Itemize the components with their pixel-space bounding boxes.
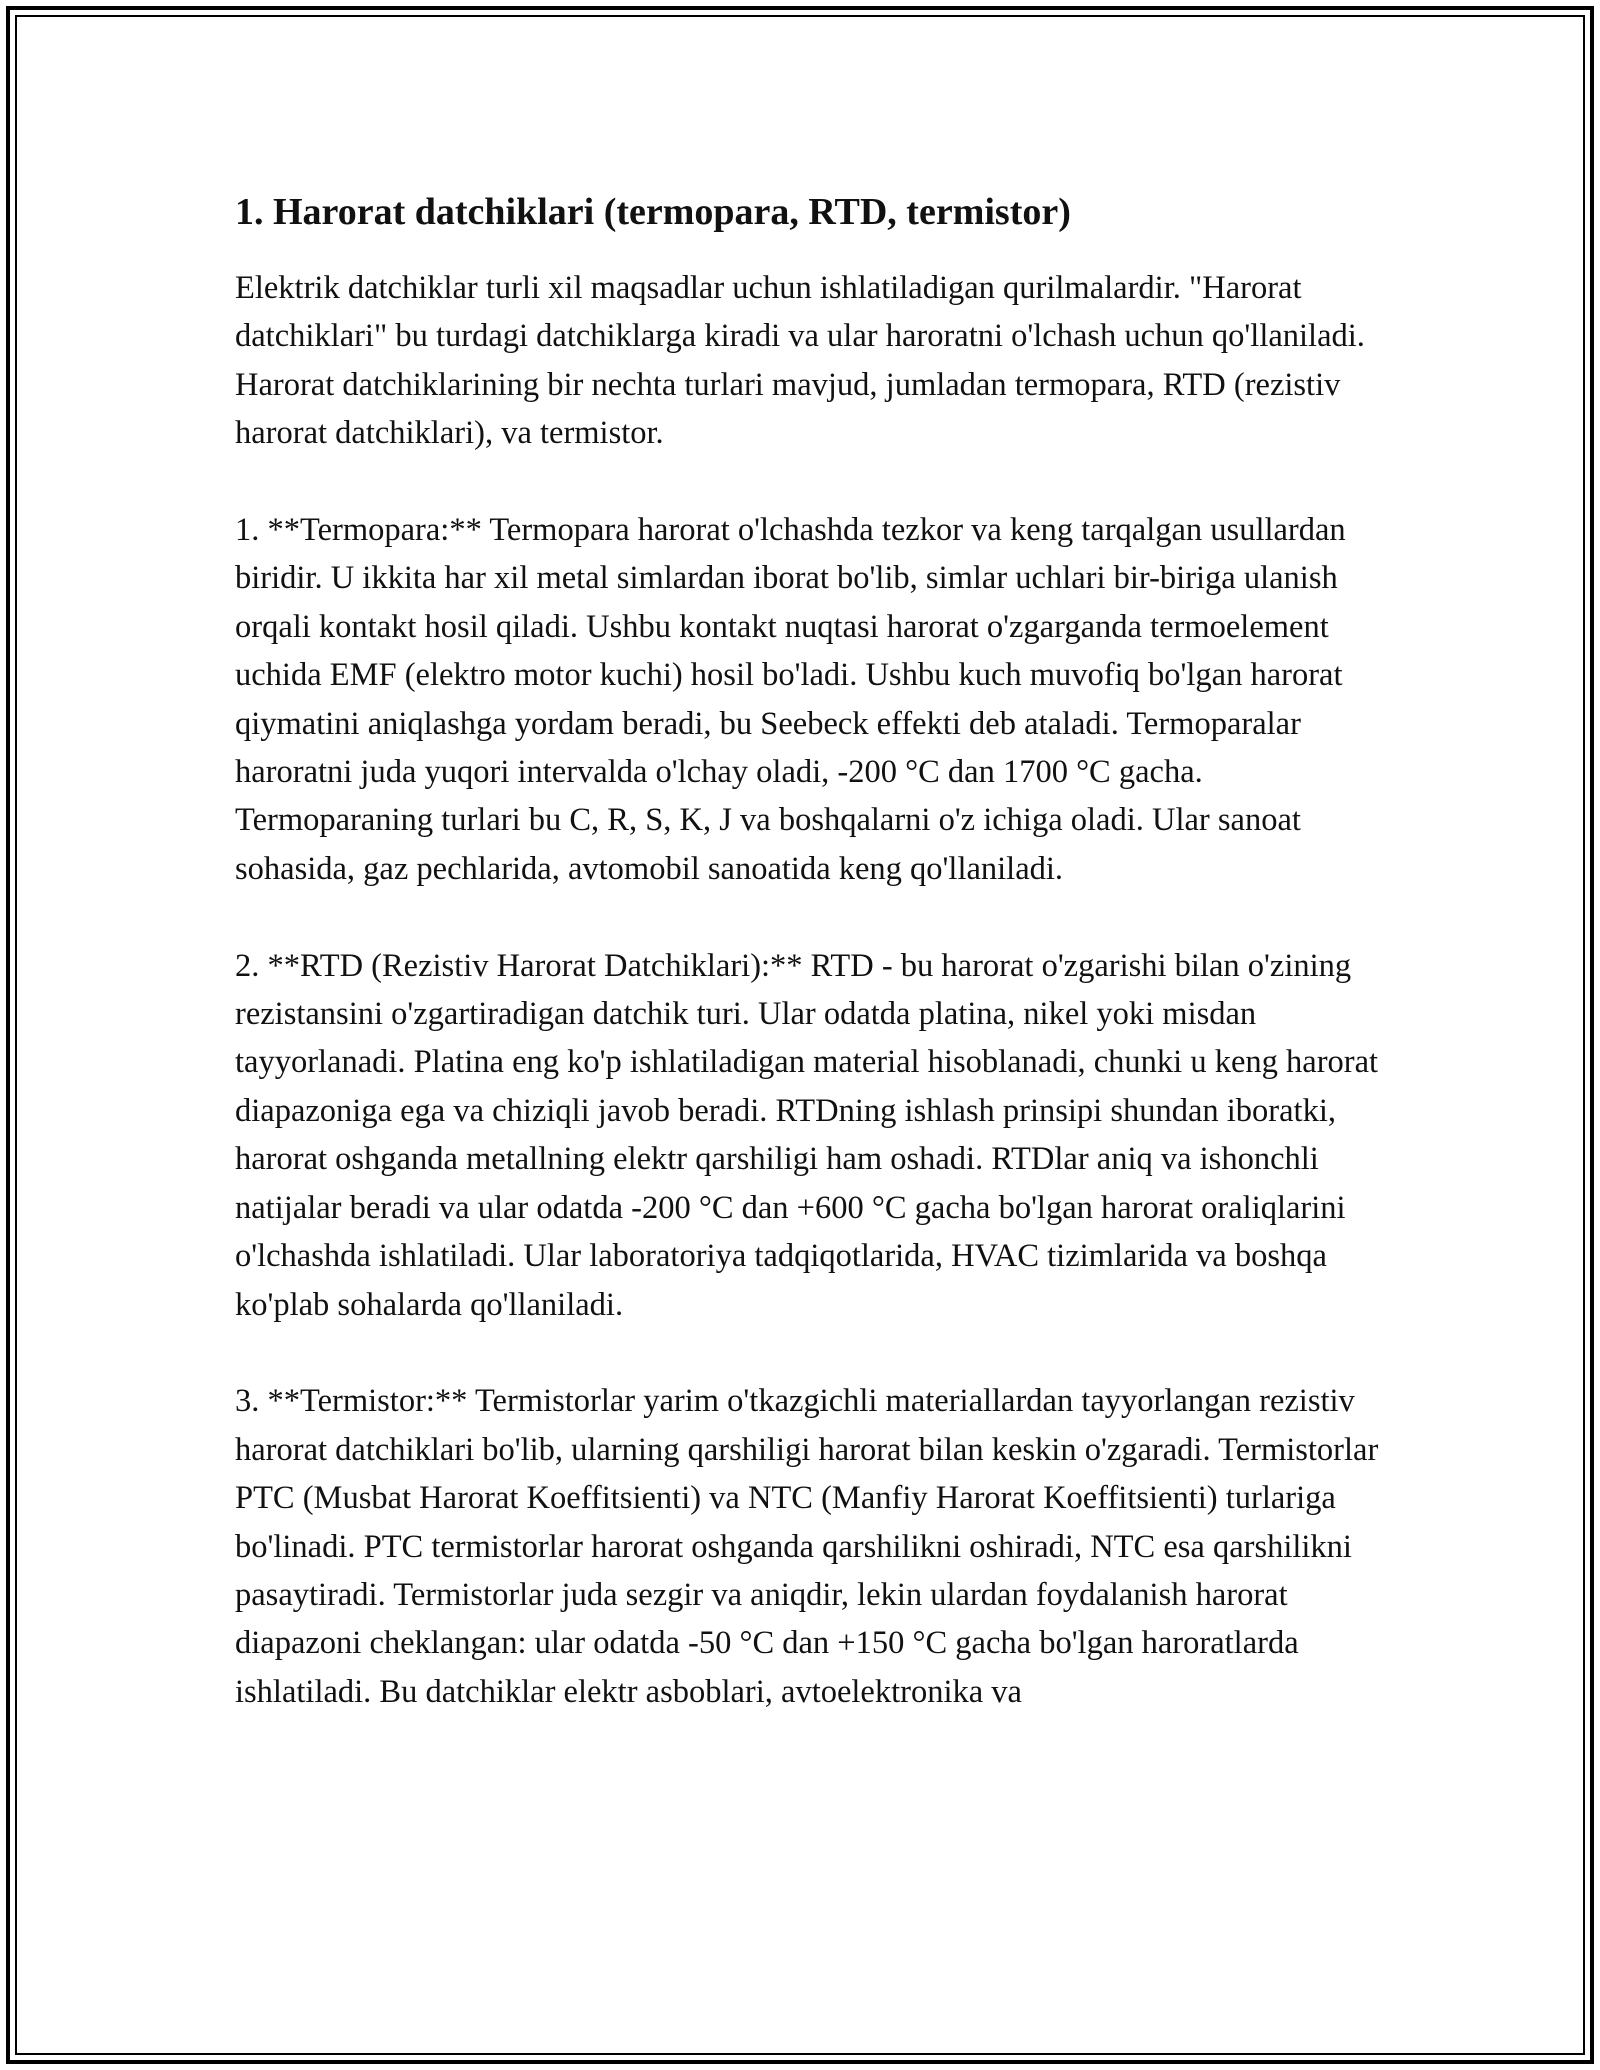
document-body xyxy=(235,188,1395,1765)
thermocouple-paragraph: 1. **Termopara:** Termopara harorat o'lchashda tezkor va keng tarqalgan usullardan biridir. U ikkita har xil metal simlardan iborat bo'lib, simlar uchlari bir-biriga ulanish orqali kontakt hosil qiladi. Ushbu kontakt nuqtasi harorat o'zgarganda termoelement uchida EMF (elektro motor kuchi) hosil bo'ladi. Ushbu kuch muvofiq bo'lgan harorat qiymatini aniqlashga yordam beradi, bu Seebeck effekti deb ataladi. Termoparalar haroratni juda yuqori intervalda o'lchay oladi, -200 °C dan 1700 °C gacha. Termoparaning turlari bu C, R, S, K, J va boshqalarni o'z ichiga oladi. Ular sanoat sohasida, gaz pechlarida, avtomobil sanoatida keng qo'llaniladi. xyxy=(235,512,1346,887)
intro-paragraph: Elektrik datchiklar turli xil maqsadlar uchun ishlatiladigan qurilmalardir. "Harorat datchiklari" bu turdagi datchiklarga kiradi va ular haroratni o'lchash uchun qo'llaniladi. Harorat datchiklarining bir nechta turlari mavjud, jumladan termopara, RTD (rezistiv harorat datchiklari), va termistor. xyxy=(235,270,1365,452)
document-title: 1. Harorat datchiklari (termopara, RTD, termistor) xyxy=(235,191,1071,233)
rtd-paragraph: 2. **RTD (Rezistiv Harorat Datchiklari):** RTD - bu harorat o'zgarishi bilan o'zining rezistansini o'zgartiradigan datchik turi. Ular odatda platina, nikel yoki misdan tayyorlanadi. Platina eng ko'p ishlatiladigan material hisoblanadi, chunki u keng harorat diapazoniga ega va chiziqli javob beradi. RTDning ishlash prinsipi shundan iboratki, harorat oshganda metallning elektr qarshiligi ham oshadi. RTDlar aniq va ishonchli natijalar beradi va ular odatda -200 °C dan +600 °C gacha bo'lgan harorat oraliqlarini o'lchashda ishlatiladi. Ular laboratoriya tadqiqotlarida, HVAC tizimlarida va boshqa ko'plab sohalarda qo'llaniladi. xyxy=(235,947,1379,1323)
thermistor-paragraph: 3. **Termistor:** Termistorlar yarim o'tkazgichli materiallardan tayyorlangan rezistiv harorat datchiklari bo'lib, ularning qarshiligi harorat bilan keskin o'zgaradi. Termistorlar PTC (Musbat Harorat Koeffitsienti) va NTC (Manfiy Harorat Koeffitsienti) turlariga bo'linadi. PTC termistorlar harorat oshganda qarshilikni oshiradi, NTC esa qarshilikni pasaytiradi. Termistorlar juda sezgir va aniqdir, lekin ulardan foydalanish harorat diapazoni cheklangan: ular odatda -50 °C dan +150 °C gacha bo'lgan haroratlarda ishlatiladi. Bu datchiklar elektr asboblari, avtoelektronika va xyxy=(235,1383,1379,1710)
